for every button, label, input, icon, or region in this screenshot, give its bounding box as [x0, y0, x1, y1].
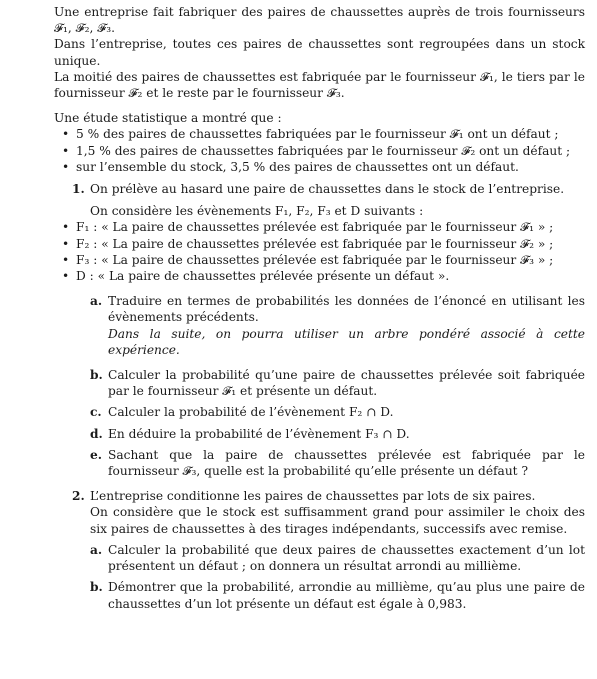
question-1d-letter: d.	[90, 426, 103, 441]
question-2-text-2: On considère que le stock est suffisamment grand pour assimiler le choix des six paires de chaussettes à des tirages indépendants, successifs avec remise.	[90, 505, 585, 536]
intro-line-3: La moitié des paires de chaussettes est fabriquée par le fournisseur 𝓕₁, le tiers par le fournisseur 𝓕₂ et le reste par le fournisseur 𝓕₃.	[54, 69, 585, 101]
question-1a	[54, 293, 585, 358]
question-1b-text: Calculer la probabilité qu’une paire de chaussettes prélevée soit fabriquée par le fournisseur 𝓕₁ et présente un défaut.	[108, 368, 585, 399]
event-f2: • F₂ : « La paire de chaussettes prélevée est fabriquée par le fournisseur 𝓕₂ » ;	[76, 236, 585, 252]
question-2b	[54, 579, 585, 611]
question-1-number: 1.	[72, 182, 85, 197]
event-d: • D : « La paire de chaussettes prélevée présente un défaut ».	[76, 268, 585, 284]
question-2a-letter: a.	[90, 542, 103, 557]
question-1c	[54, 404, 585, 420]
question-1-text: On prélève au hasard une paire de chaussettes dans le stock de l’entreprise.	[90, 182, 565, 197]
question-1d-text: En déduire la probabilité de l’évènement F₃ ∩ D.	[108, 426, 410, 441]
question-2-number: 2.	[72, 489, 85, 504]
question-1a-letter: a.	[90, 294, 103, 309]
study-item-2: • 1,5 % des paires de chaussettes fabriquées par le fournisseur 𝓕₂ ont un défaut ;	[76, 143, 585, 159]
intro-line-2: Dans l’entreprise, toutes ces paires de chaussettes sont regroupées dans un stock unique.	[54, 37, 585, 68]
question-1b-letter: b.	[90, 368, 103, 383]
event-f1: • F₁ : « La paire de chaussettes prélevée est fabriquée par le fournisseur 𝓕₁ » ;	[76, 219, 585, 235]
study-item-1: • 5 % des paires de chaussettes fabriquées par le fournisseur 𝓕₁ ont un défaut ;	[76, 126, 585, 142]
question-1c-text: Calculer la probabilité de l’évènement F₂ ∩ D.	[108, 405, 394, 420]
question-2a	[54, 542, 585, 574]
question-1a-text: Traduire en termes de probabilités les données de l’énoncé en utilisant les évènements précédents.	[108, 294, 585, 325]
question-1e-letter: e.	[90, 447, 102, 462]
question-1d	[54, 426, 585, 442]
events-heading: On considère les évènements F₁, F₂, F₃ et D suivants :	[90, 204, 424, 219]
question-2a-text: Calculer la probabilité que deux paires de chaussettes exactement d’un lot présentent un défaut ; on donnera un résultat arrondi au millième.	[108, 542, 585, 574]
events-list	[54, 219, 585, 284]
study-heading: Une étude statistique a montré que :	[54, 111, 282, 126]
study-item-3: • sur l’ensemble du stock, 3,5 % des paires de chaussettes ont un défaut.	[76, 159, 585, 175]
event-f3: • F₃ : « La paire de chaussettes prélevée est fabriquée par le fournisseur 𝓕₃ » ;	[76, 252, 585, 268]
question-1e	[54, 447, 585, 479]
question-2	[54, 488, 585, 537]
question-1a-hint: Dans la suite, on pourra utiliser un arbre pondéré associé à cette expérience.	[108, 326, 585, 357]
question-1b	[54, 367, 585, 399]
question-2b-text: Démontrer que la probabilité, arrondie au millième, qu’au plus une paire de chaussettes d’un lot présente un défaut est égale à 0,983.	[108, 580, 585, 611]
intro-block	[54, 4, 585, 101]
question-1e-text: Sachant que la paire de chaussettes prélevée est fabriquée par le fournisseur 𝓕₃, quelle est la probabilité qu’elle présente un défaut ?	[108, 447, 585, 479]
intro-line-1: Une entreprise fait fabriquer des paires de chaussettes auprès de trois fournisseurs 𝓕₁, 𝓕₂, 𝓕₃.	[54, 5, 585, 36]
question-2-text-1: L’entreprise conditionne les paires de chaussettes par lots de six paires.	[90, 489, 536, 504]
question-2b-letter: b.	[90, 580, 103, 595]
question-1	[54, 181, 585, 197]
study-list	[54, 126, 585, 175]
question-1c-letter: c.	[90, 405, 102, 420]
